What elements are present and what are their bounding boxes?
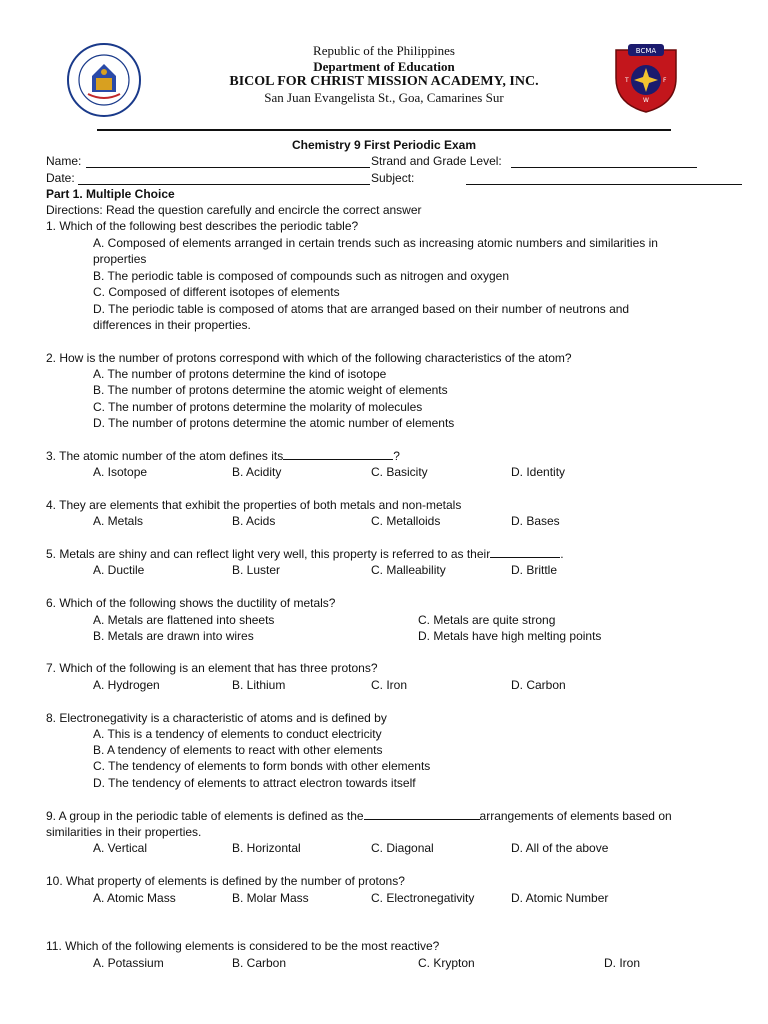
q1-option-d-cont: differences in their properties. [93,318,251,332]
q2-option-b[interactable]: B. The number of protons determine the atomic weight of elements [93,383,448,397]
question-3 [46,449,400,463]
q5-option-a[interactable]: A. Ductile [93,563,145,577]
question-11: 11. Which of the following elements is considered to be the most reactive? [46,939,440,953]
q4-option-d[interactable]: D. Bases [511,514,560,528]
q2-option-c[interactable]: C. The number of protons determine the molarity of molecules [93,400,423,414]
q1-option-c[interactable]: C. Composed of different isotopes of elements [93,285,340,299]
question-8: 8. Electronegativity is a characteristic of atoms and is defined by [46,711,387,725]
q3-blank[interactable] [283,449,393,460]
q7-option-a[interactable]: A. Hydrogen [93,678,160,692]
strand-label: Strand and Grade Level: [371,154,502,168]
q8-option-a[interactable]: A. This is a tendency of elements to conduct electricity [93,727,382,741]
date-field[interactable] [78,184,370,185]
date-label: Date: [46,171,75,185]
question-2: 2. How is the number of protons correspond with which of the following characteristics of the atom? [46,351,572,365]
q6-option-a[interactable]: A. Metals are flattened into sheets [93,613,275,627]
question-9 [46,809,672,823]
q3-text-end: ? [393,449,400,463]
question-4: 4. They are elements that exhibit the properties of both metals and non-metals [46,498,462,512]
seal-letter-t: T [625,77,629,84]
subject-field[interactable] [466,184,742,185]
q3-option-c[interactable]: C. Basicity [371,465,428,479]
q5-option-b[interactable]: B. Luster [232,563,281,577]
question-10: 10. What property of elements is defined by the number of protons? [46,874,405,888]
header-address: San Juan Evangelista St., Goa, Camarines Sur [264,90,504,105]
q9-option-d[interactable]: D. All of the above [511,841,609,855]
q5-blank[interactable] [490,547,560,558]
q8-option-b[interactable]: B. A tendency of elements to react with other elements [93,743,383,757]
q11-option-c[interactable]: C. Krypton [418,956,475,970]
q2-option-d[interactable]: D. The number of protons determine the atomic number of elements [93,416,455,430]
name-label: Name: [46,154,82,168]
bcma-seal-text: BCMA [635,47,657,55]
seal-letter-w: W [643,97,649,104]
question-6: 6. Which of the following shows the ductility of metals? [46,596,336,610]
name-field[interactable] [86,167,370,168]
q6-option-d[interactable]: D. Metals have high melting points [418,629,602,643]
q10-option-b[interactable]: B. Molar Mass [232,891,309,905]
header-republic: Republic of the Philippines [313,43,455,58]
q1-option-a[interactable]: A. Composed of elements arranged in certain trends such as increasing atomic numbers and similarities in [93,236,658,250]
seal-letter-f: F [663,77,667,84]
q1-option-d[interactable]: D. The periodic table is composed of atoms that are arranged based on their number of neutrons and [93,302,630,316]
subject-label: Subject: [371,171,415,185]
q3-option-a[interactable]: A. Isotope [93,465,148,479]
q4-option-c[interactable]: C. Metalloids [371,514,441,528]
q5-option-d[interactable]: D. Brittle [511,563,558,577]
question-5 [46,547,564,561]
q8-option-c[interactable]: C. The tendency of elements to form bonds with other elements [93,759,431,773]
question-1: 1. Which of the following best describes the periodic table? [46,219,359,233]
question-9-cont: similarities in their properties. [46,825,202,839]
q3-text: 3. The atomic number of the atom defines its [46,449,284,463]
part-heading: Part 1. Multiple Choice [46,187,175,201]
q5-text: 5. Metals are shiny and can reflect light very well, this property is referred to as their [46,547,491,561]
q8-option-d[interactable]: D. The tendency of elements to attract electron towards itself [93,776,416,790]
q9-blank[interactable] [364,809,480,820]
q11-option-a[interactable]: A. Potassium [93,956,164,970]
q1-option-a-cont: properties [93,252,147,266]
q9-text-end: arrangements of elements based on [479,809,672,823]
q1-option-b[interactable]: B. The periodic table is composed of compounds such as nitrogen and oxygen [93,269,510,283]
q6-option-b[interactable]: B. Metals are drawn into wires [93,629,254,643]
q9-option-a[interactable]: A. Vertical [93,841,148,855]
q5-option-c[interactable]: C. Malleability [371,563,446,577]
q4-option-a[interactable]: A. Metals [93,514,144,528]
q3-option-b[interactable]: B. Acidity [232,465,282,479]
q4-option-b[interactable]: B. Acids [232,514,276,528]
header-department: Department of Education [313,59,455,74]
question-7: 7. Which of the following is an element that has three protons? [46,661,378,675]
directions: Directions: Read the question carefully and encircle the correct answer [46,203,422,217]
q10-option-d[interactable]: D. Atomic Number [511,891,609,905]
q11-option-d[interactable]: D. Iron [604,956,641,970]
header-school-name: BICOL FOR CHRIST MISSION ACADEMY, INC. [229,74,539,89]
q10-option-c[interactable]: C. Electronegativity [371,891,475,905]
q9-text: 9. A group in the periodic table of elements is defined as the [46,809,364,823]
q9-option-c[interactable]: C. Diagonal [371,841,434,855]
q5-text-end: . [560,547,564,561]
q10-option-a[interactable]: A. Atomic Mass [93,891,176,905]
q6-option-c[interactable]: C. Metals are quite strong [418,613,556,627]
strand-field[interactable] [511,167,697,168]
header-divider [97,129,671,131]
q7-option-b[interactable]: B. Lithium [232,678,286,692]
q9-option-b[interactable]: B. Horizontal [232,841,301,855]
q3-option-d[interactable]: D. Identity [511,465,566,479]
exam-title: Chemistry 9 First Periodic Exam [291,138,477,152]
q2-option-a[interactable]: A. The number of protons determine the kind of isotope [93,367,387,381]
q7-option-d[interactable]: D. Carbon [511,678,566,692]
q7-option-c[interactable]: C. Iron [371,678,408,692]
q11-option-b[interactable]: B. Carbon [232,956,287,970]
